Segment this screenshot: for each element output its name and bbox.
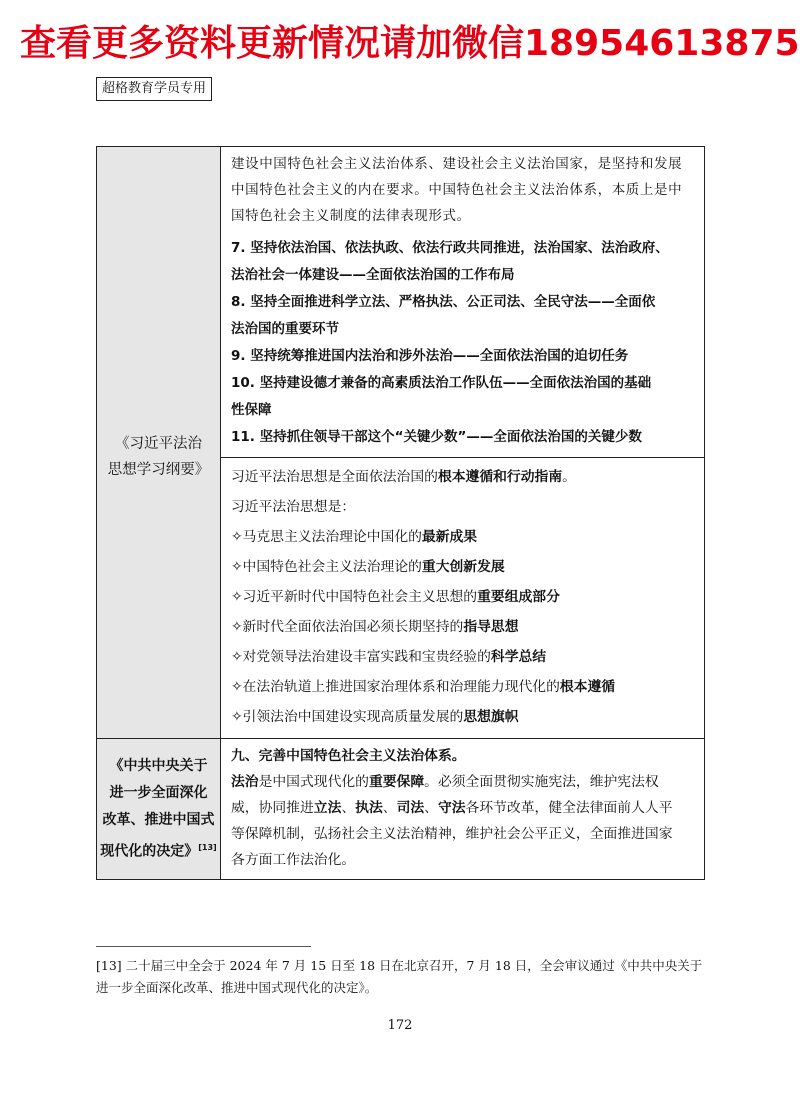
footnote-ref: [13]: [198, 842, 217, 852]
content-cell: [221, 458, 705, 739]
usage-tag: 超格教育学员专用: [96, 77, 212, 101]
source-cell: [97, 147, 221, 739]
list-item: [231, 235, 696, 289]
bullet-item: ✧在法治轨道上推进国家治理体系和治理能力现代化的根本遵循: [231, 679, 616, 695]
text-line: 习近平法治思想是：: [231, 499, 356, 515]
watermark-banner: 查看更多资料更新情况请加微信18954613875: [20, 23, 800, 64]
list-item: [231, 343, 696, 370]
table-row: [97, 147, 705, 458]
item-line: 7. 坚持依法治国、依法执政、依法行政共同推进，法治国家、法治政府、: [231, 240, 669, 256]
text-line: 建设中国特色社会主义法治体系、建设社会主义法治国家，是坚持和发展: [231, 156, 683, 172]
source-line: 现代化的决定》[13]: [100, 842, 217, 860]
item-line: 性保障: [231, 402, 272, 418]
content-cell: [221, 147, 705, 458]
source-cell: [97, 739, 221, 880]
table-row: [97, 739, 705, 880]
text-line: 威，协同推进立法、执法、司法、守法各环节改革，健全法律面前人人平: [231, 800, 673, 816]
text-line: 中国特色社会主义的内在要求。中国特色社会主义法治体系，本质上是中: [231, 182, 683, 198]
bullet-item: ✧马克思主义法治理论中国化的最新成果: [231, 529, 478, 545]
source-line: 《中共中央关于: [109, 757, 208, 774]
source-line: 《习近平法治: [115, 436, 202, 452]
bullet-item: ✧对党领导法治建设丰富实践和宝贵经验的科学总结: [231, 649, 547, 665]
list-item: [231, 370, 696, 424]
bullet-item: ✧习近平新时代中国特色社会主义思想的重要组成部分: [231, 589, 560, 605]
source-line: 改革、推进中国式: [102, 811, 215, 828]
footnote: [96, 955, 708, 999]
item-line: 9. 坚持统筹推进国内法治和涉外法治——全面依法治国的迫切任务: [231, 348, 629, 364]
section-heading: 九、完善中国特色社会主义法治体系。: [231, 748, 466, 764]
list-item: [231, 424, 696, 451]
item-line: 11. 坚持抓住领导干部这个“关键少数”——全面依法治国的关键少数: [231, 429, 642, 445]
content-cell: [221, 739, 705, 880]
text-line: 各方面工作法治化。: [231, 852, 356, 868]
footnote-line: [13] 二十届三中全会于 2024 年 7 月 15 日至 18 日在北京召开，7 月 18 日，全会审议通过《中共中央关于: [96, 958, 703, 973]
text-line: 习近平法治思想是全面依法治国的根本遵循和行动指南。: [231, 469, 576, 485]
footnote-divider: [96, 946, 311, 947]
item-line: 10. 坚持建设德才兼备的高素质法治工作队伍——全面依法治国的基础: [231, 375, 652, 391]
list-item: [231, 289, 696, 343]
source-line: 进一步全面深化: [109, 784, 208, 801]
page-number: 172: [387, 1018, 413, 1033]
text-line: 法治是中国式现代化的重要保障。必须全面贯彻实施宪法，维护宪法权: [231, 774, 659, 790]
text-line: 等保障机制，弘扬社会主义法治精神，维护社会公平正义，全面推进国家: [231, 826, 673, 842]
bullet-item: ✧新时代全面依法治国必须长期坚持的指导思想: [231, 619, 519, 635]
item-line: 法治社会一体建设——全面依法治国的工作布局: [231, 267, 515, 283]
text-line: 国特色社会主义制度的法律表现形式。: [231, 208, 471, 224]
content-table: [96, 146, 705, 880]
item-line: 8. 坚持全面推进科学立法、严格执法、公正司法、全民守法——全面依: [231, 294, 656, 310]
bullet-item: ✧引领法治中国建设实现高质量发展的思想旗帜: [231, 709, 519, 725]
bullet-item: ✧中国特色社会主义法治理论的重大创新发展: [231, 559, 505, 575]
item-line: 法治国的重要环节: [231, 321, 339, 337]
footnote-line: 进一步全面深化改革、推进中国式现代化的决定》。: [96, 980, 378, 995]
source-line: 思想学习纲要》: [107, 462, 210, 478]
